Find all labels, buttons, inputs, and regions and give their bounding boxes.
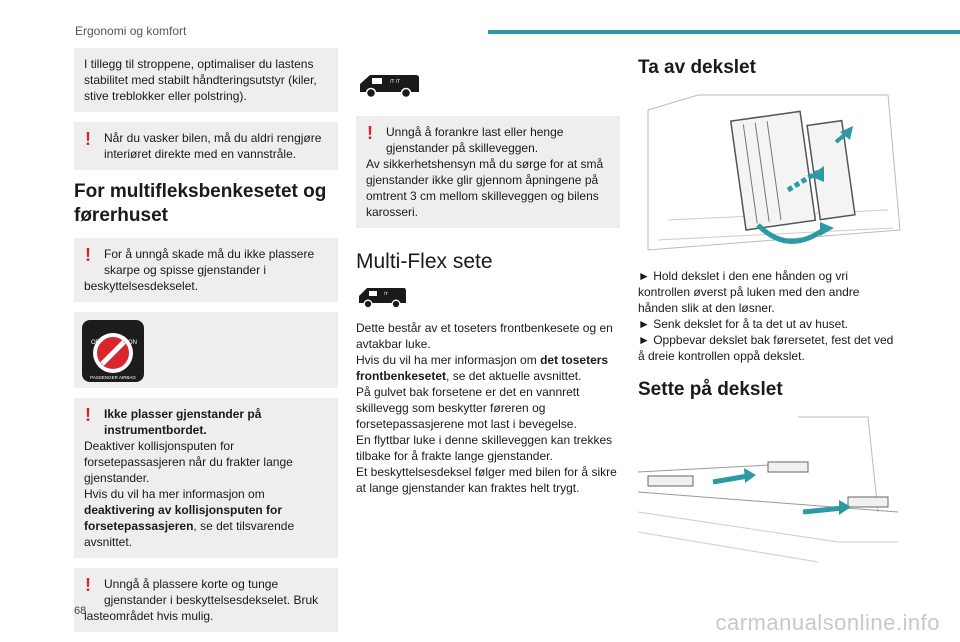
warning-icon: ! <box>85 405 91 425</box>
warning-box <box>74 122 338 170</box>
column-1 <box>74 48 338 642</box>
paragraph: Hvis du vil ha mer informasjon om det toseters frontbenkesetet, se det aktuelle avsnittet. <box>356 353 609 383</box>
section-heading: Ta av dekslet <box>638 57 756 78</box>
step-text: ► Oppbevar dekslet bak førersetet, fest det ved å dreie kontrollen oppå dekslet. <box>638 333 894 363</box>
paragraph: Et beskyttelsesdeksel følger med bilen for å sikre at lange gjenstander kan fraktes helt trygt. <box>356 465 617 495</box>
passenger-airbag-icon <box>82 320 144 382</box>
section-heading: Sette på dekslet <box>638 379 783 400</box>
warning-text-cont: lasteområdet hvis mulig. <box>84 609 214 623</box>
watermark: carmanualsonline.info <box>715 610 940 635</box>
warning-text: Hvis du vil ha mer informasjon om deaktivering av kollisjonsputen for forsetepassasjeren, se det tilsvarende avsnittet. <box>84 487 295 549</box>
step-text: ► Senk dekslet for å ta det ut av huset. <box>638 317 848 331</box>
warning-icon: ! <box>367 123 373 143</box>
warning-box <box>74 568 338 632</box>
airbag-label: PASSENGER AIRBAG <box>90 375 136 380</box>
paragraph: På gulvet bak forsetene er det en vannrett skillevegg som beskytter føreren og forsetepassasjerene mot last i bevegelse. <box>356 385 580 431</box>
section-heading: Multi-Flex sete <box>356 250 493 273</box>
warning-box <box>74 238 338 302</box>
warning-text-cont: beskyttelsesdekselet. <box>84 279 199 293</box>
warning-icon: ! <box>85 575 91 595</box>
svg-text:/T: /T <box>384 291 388 296</box>
refit-cover-illustration <box>638 412 902 582</box>
warning-text: Unngå å plassere korte og tunge gjenstander i beskyttelsesdekselet. Bruk <box>104 577 319 607</box>
chapter-title: Ergonomi og komfort <box>75 24 187 38</box>
warning-box <box>74 398 338 558</box>
warning-icon: ! <box>85 245 91 265</box>
airbag-off-label: OFF <box>91 340 103 346</box>
note-box <box>74 48 338 112</box>
steps <box>638 268 902 364</box>
note-text: I tillegg til stroppene, optimaliser du lastens stabilitet med stabilt håndteringsutstyr (kiler, stive treblokker eller polstring). <box>84 57 317 103</box>
warning-bold-text: Ikke plasser gjenstander på instrumentbordet. <box>104 407 262 437</box>
warning-text: Av sikkerhetshensyn må du sørge for at små gjenstander ikke glir gjennom åpningene på omtrent 3 cm mellom skilleveggen og bilens karosseri. <box>366 157 604 219</box>
airbag-on-label: ON <box>128 340 137 346</box>
paragraph: Dette består av et toseters frontbenkesete og en avtakbar luke. <box>356 321 613 351</box>
remove-cover-illustration <box>638 90 902 260</box>
van-icon <box>356 70 620 110</box>
warning-text: Unngå å forankre last eller henge gjenstander på skilleveggen. <box>386 125 564 155</box>
column-3 <box>638 48 902 582</box>
header-accent-bar <box>488 30 960 34</box>
section-heading: For multifleksbenkesetet og førerhuset <box>74 181 327 226</box>
paragraph: En flyttbar luke i denne skilleveggen kan trekkes tilbake for å frakte lange gjenstander. <box>356 433 613 463</box>
van-icon <box>356 284 620 314</box>
column-2 <box>356 48 620 496</box>
airbag-icon-box <box>74 312 338 388</box>
warning-text: For å unngå skade må du ikke plassere skarpe og spisse gjenstander i <box>104 247 315 277</box>
body-text <box>356 320 620 496</box>
warning-text: Deaktiver kollisjonsputen for forsetepassasjeren når du frakter lange gjenstander. <box>84 439 293 485</box>
step-text: ► Hold dekslet i den ene hånden og vri kontrollen øverst på luken med den andre hånden slik at den løsner. <box>638 269 860 315</box>
warning-text: Når du vasker bilen, må du aldri rengjøre interiøret direkte med en vannstråle. <box>104 131 322 161</box>
svg-text:/T /T: /T /T <box>390 79 401 85</box>
warning-icon: ! <box>85 129 91 149</box>
page-number: 68 <box>74 605 87 617</box>
warning-box <box>356 116 620 228</box>
